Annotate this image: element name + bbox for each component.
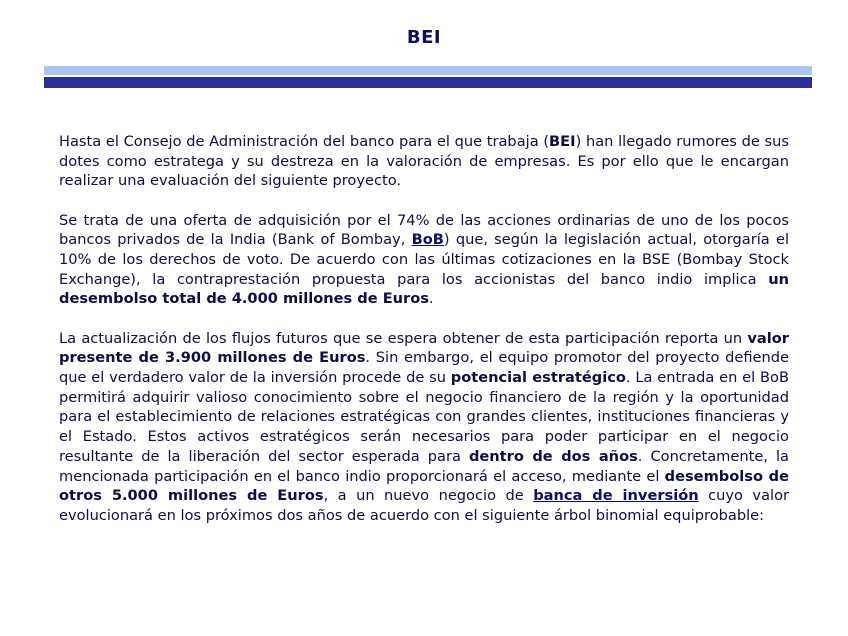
text-run: Hasta el Consejo de Administración del banco para el que trabaja ( [59,133,550,150]
bold-present-value: valor presente de 3.900 millones de Euros [59,329,789,367]
text-run: Se trata de una oferta de adquisición por el 74% de las acciones ordinarias de uno de los pocos bancos privados de la India (Bank of Bombay, [59,211,789,249]
text-run: . Concretamente, la mencionada participación en el banco indio proporcionará el acceso, mediante el [59,447,789,485]
header-divider-light [44,66,812,75]
text-run: . Sin embargo, el equipo promotor del proyecto defiende que el verdadero valor de la inversión procede de su [59,349,789,387]
link-bob[interactable]: BoB [411,231,444,249]
text-run: ) que, según la legislación actual, otorgaría el 10% de los derechos de voto. De acuerdo con las últimas cotizaciones en la BSE (Bombay Stock Exchange), la contraprestación propuesta para los accionistas del banco indio implica [59,231,789,288]
document-body [59,132,789,545]
text-run: , a un nuevo negocio de [323,487,534,505]
link-investment-banking[interactable]: banca de inversión [533,487,699,505]
paragraph-intro [59,132,789,191]
text-run: . [428,290,434,308]
paragraph-valuation [59,329,789,526]
bold-bei: BEI [549,133,576,150]
text-run: cuyo valor evolucionará en los próximos dos años de acuerdo con el siguiente árbol binomial equiprobable: [59,487,789,524]
bold-total-outlay: un desembolso total de 4.000 millones de Euros [59,270,789,308]
bold-additional-outlay: desembolso de otros 5.000 millones de Euros [59,467,789,505]
text-run: ) han llegado rumores de sus dotes como estratega y su destreza en la valoración de empresas. Es por ello que le encargan realizar una evaluación del siguiente proyecto. [59,133,789,190]
page-title: BEI [406,27,442,48]
bold-strategic-potential: potencial estratégico [450,369,626,387]
text-run: . La entrada en el BoB permitirá adquirir valioso conocimiento sobre el negocio financiero de la región y la oportunidad para el establecimiento de relaciones estratégicas con grandes clientes, instituciones financieras y el Estado. Estos activos estratégicos serán necesarios para poder participar en el negocio resultante de la liberación del sector esperada para [59,369,789,465]
text-run: La actualización de los flujos futuros que se espera obtener de esta participación reporta un [59,329,748,347]
paragraph-offer [59,211,789,310]
bold-two-years: dentro de dos años [468,447,638,465]
header-divider-dark [44,77,812,88]
